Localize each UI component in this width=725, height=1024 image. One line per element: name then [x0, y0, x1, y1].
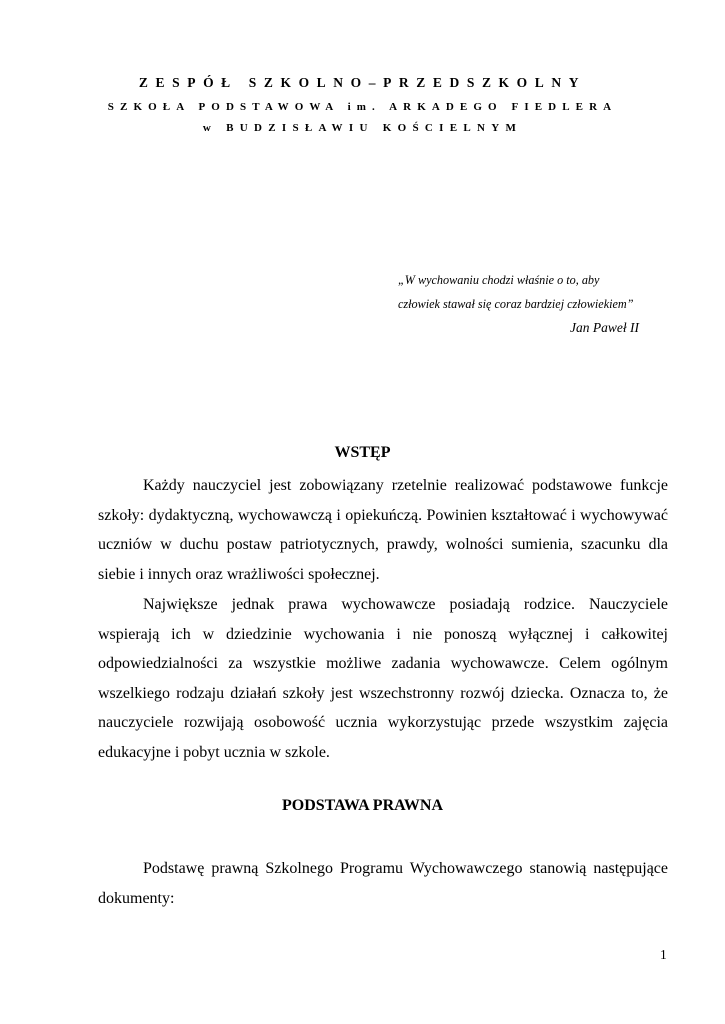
- quote-author: Jan Paweł II: [570, 320, 639, 335]
- school-location: w BUDZISŁAWIU KOŚCIELNYM: [202, 122, 523, 134]
- quote-line-2: człowiek stawał się coraz bardziej człowiekiem”: [398, 297, 634, 311]
- intro-paragraph-2: Największe jednak prawa wychowawcze posiadają rodzice. Nauczyciele wspierają ich w dziedzinie wychowania i nie ponoszą wyłącznej i całkowitej odpowiedzialności za wszystkie możliwe zadania wychowawcze. Celem ogólnym wszelkiego rodzaju działań szkoły jest wszechstronny rozwój dziecka. Oznacza to, że nauczyciele rozwijają osobowość ucznia wykorzystując przede wszystkim zajęcia edukacyjne i pobyt ucznia w szkole.: [98, 596, 668, 761]
- school-name: SZKOŁA PODSTAWOWA im. ARKADEGO FIEDLERA: [107, 101, 618, 113]
- legal-basis-paragraph: Podstawę prawną Szkolnego Programu Wychowawczego stanowią następujące dokumenty:: [98, 860, 668, 907]
- page-number: 1: [660, 947, 667, 962]
- legal-basis-heading: PODSTAWA PRAWNA: [281, 797, 444, 814]
- quote-line-1: „W wychowaniu chodzi właśnie o to, aby: [398, 273, 600, 287]
- intro-paragraph-1: Każdy nauczyciel jest zobowiązany rzetelnie realizować podstawowe funkcje szkoły: dydaktyczną, wychowawczą i opiekuńczą. Powinien kształtować i wychowywać uczniów w duchu postaw patriotycznych, prawdy, wolności sumienia, szacunku dla siebie i innych oraz wrażliwości społecznej.: [98, 477, 668, 583]
- epigraph-quote: [398, 268, 668, 335]
- school-complex-title: ZESPÓŁ SZKOLNO–PRZEDSZKOLNY: [138, 75, 587, 90]
- intro-heading: WSTĘP: [334, 444, 391, 461]
